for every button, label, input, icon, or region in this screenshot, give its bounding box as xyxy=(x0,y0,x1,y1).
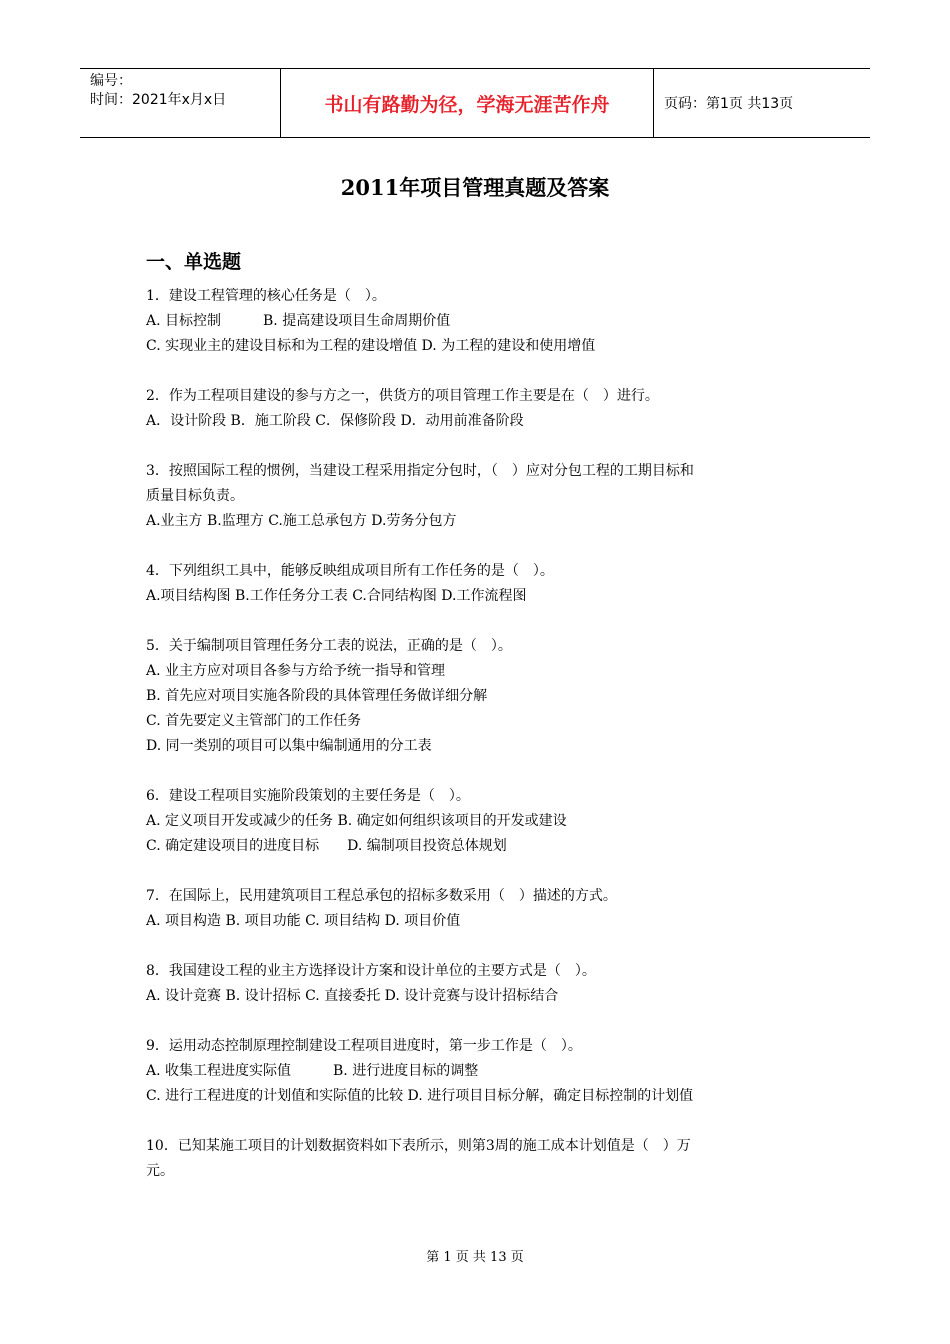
question-line: D. 同一类别的项目可以集中编制通用的分工表 xyxy=(146,738,432,754)
section-title: 一、单选题 xyxy=(146,251,242,273)
time-label: 时间：2021年x月x日 xyxy=(90,92,227,108)
question-text: 8．我国建设工程的业主方选择设计方案和设计单位的主要方式是（ ）。 xyxy=(146,963,596,979)
page-footer: 第 1 页 共 13 页 xyxy=(426,1250,524,1265)
question-list xyxy=(146,284,816,1209)
question-text: 9．运用动态控制原理控制建设工程项目进度时，第一步工作是（ ）。 xyxy=(146,1038,582,1054)
question-text: 4．下列组织工具中，能够反映组成项目所有工作任务的是（ ）。 xyxy=(146,563,554,579)
question-item xyxy=(146,459,816,534)
question-item xyxy=(146,634,816,759)
question-text: 7．在国际上，民用建筑项目工程总承包的招标多数采用（ ）描述的方式。 xyxy=(146,888,617,904)
question-line: A.项目结构图 B.工作任务分工表 C.合同结构图 D.工作流程图 xyxy=(146,588,527,604)
header-page-info: 页码：第1页 共13页 xyxy=(664,96,794,112)
question-text: 5．关于编制项目管理任务分工表的说法，正确的是（ ）。 xyxy=(146,638,512,654)
question-item xyxy=(146,384,816,434)
question-line: C. 确定建设项目的进度目标 D. 编制项目投资总体规划 xyxy=(146,838,507,854)
question-line: 元。 xyxy=(146,1163,174,1179)
question-item xyxy=(146,1134,816,1184)
question-item xyxy=(146,284,816,359)
question-line: 质量目标负责。 xyxy=(146,488,244,504)
question-line: A.业主方 B.监理方 C.施工总承包方 D.劳务分包方 xyxy=(146,513,457,529)
question-item xyxy=(146,884,816,934)
question-text: 10．已知某施工项目的计划数据资料如下表所示，则第3周的施工成本计划值是（ ）万 xyxy=(146,1138,691,1154)
question-line: A. 业主方应对项目各参与方给予统一指导和管理 xyxy=(146,663,446,679)
question-line: C. 首先要定义主管部门的工作任务 xyxy=(146,713,362,729)
header-motto: 书山有路勤为径，学海无涯苦作舟 xyxy=(281,69,654,137)
question-text: 6．建设工程项目实施阶段策划的主要任务是（ ）。 xyxy=(146,788,470,804)
question-line: C. 进行工程进度的计划值和实际值的比较 D. 进行项目目标分解，确定目标控制的计划值 xyxy=(146,1088,694,1104)
document-title: 2011年项目管理真题及答案 xyxy=(340,175,610,200)
question-line: B. 首先应对项目实施各阶段的具体管理任务做详细分解 xyxy=(146,688,488,704)
number-label: 编号： xyxy=(90,73,132,89)
question-text: 3．按照国际工程的惯例，当建设工程采用指定分包时，（ ）应对分包工程的工期目标和 xyxy=(146,463,694,479)
question-line: A. 设计竞赛 B. 设计招标 C. 直接委托 D. 设计竞赛与设计招标结合 xyxy=(146,988,559,1004)
question-item xyxy=(146,1034,816,1109)
question-text: 2．作为工程项目建设的参与方之一，供货方的项目管理工作主要是在（ ）进行。 xyxy=(146,388,659,404)
question-item xyxy=(146,559,816,609)
header-meta xyxy=(80,69,281,137)
question-item xyxy=(146,959,816,1009)
question-text: 1．建设工程管理的核心任务是（ ）。 xyxy=(146,288,386,304)
question-line: A. 目标控制 B. 提高建设项目生命周期价值 xyxy=(146,313,451,329)
question-line: A. 定义项目开发或减少的任务 B. 确定如何组织该项目的开发或建设 xyxy=(146,813,567,829)
question-line: A. 收集工程进度实际值 B. 进行进度目标的调整 xyxy=(146,1063,479,1079)
question-line: A．设计阶段 B．施工阶段 C．保修阶段 D．动用前准备阶段 xyxy=(146,413,524,429)
question-line: A. 项目构造 B. 项目功能 C. 项目结构 D. 项目价值 xyxy=(146,913,461,929)
question-item xyxy=(146,784,816,859)
document-header xyxy=(80,68,870,138)
question-line: C. 实现业主的建设目标和为工程的建设增值 D. 为工程的建设和使用增值 xyxy=(146,338,596,354)
